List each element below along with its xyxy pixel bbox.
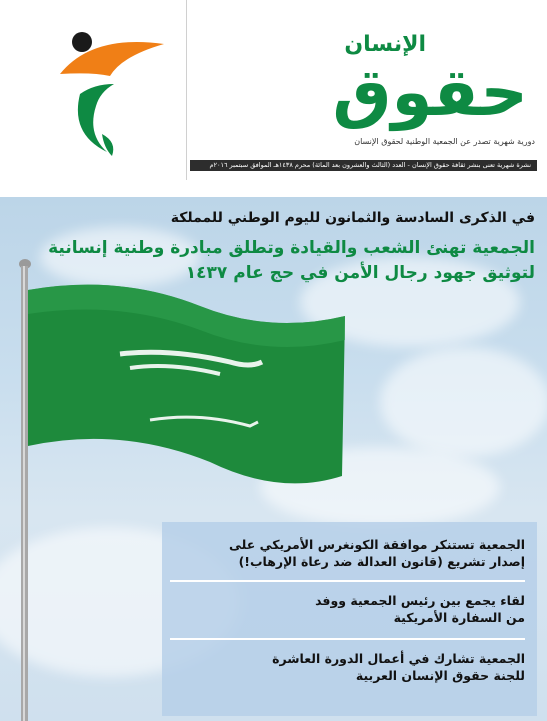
divider-line — [186, 0, 187, 180]
news-item-line: الجمعية تشارك في أعمال الدورة العاشرة — [272, 651, 525, 666]
news-separator — [170, 580, 525, 582]
masthead-title-block — [220, 18, 540, 131]
cover-headline-line1: الجمعية تهنئ الشعب والقيادة وتطلق مبادرة وطنية إنسانية — [48, 238, 535, 258]
news-item[interactable] — [170, 592, 525, 626]
masthead-area — [0, 0, 547, 197]
cover-kicker: في الذكرى السادسة والثمانون لليوم الوطني للمملكة — [170, 210, 535, 226]
cover-headline-line2: لتوثيق جهود رجال الأمن في حج عام ١٤٣٧ — [185, 263, 535, 283]
news-item-line: من السفارة الأمريكية — [393, 610, 525, 625]
news-item[interactable] — [170, 650, 525, 684]
news-item-line: إصدار تشريع (قانون العدالة ضد رعاة الإرهاب!) — [238, 554, 525, 569]
news-item-line: لقاء يجمع بين رئيس الجمعية ووفد — [315, 593, 525, 608]
news-item[interactable] — [170, 536, 525, 570]
masthead-tagline: دورية شهرية تصدر عن الجمعية الوطنية لحقوق الإنسان — [354, 137, 535, 146]
logo-icon — [52, 14, 172, 164]
news-item-line: الجمعية تستنكر موافقة الكونغرس الأمريكي على — [228, 537, 525, 552]
news-box — [162, 522, 537, 716]
news-separator — [170, 638, 525, 640]
masthead-subtitle: الإنسان — [344, 32, 426, 57]
news-item-line: للجنة حقوق الإنسان العربية — [355, 668, 525, 683]
issue-info-bar: نشرة شهرية تعنى بنشر ثقافة حقوق الإنسان - العدد (الثالث والعشرون بعد المائة) محرم ١٤٣٨هـ الموافق سبتمبر ٢٠١٦م — [190, 160, 537, 171]
masthead-title: حقوق — [332, 54, 528, 131]
